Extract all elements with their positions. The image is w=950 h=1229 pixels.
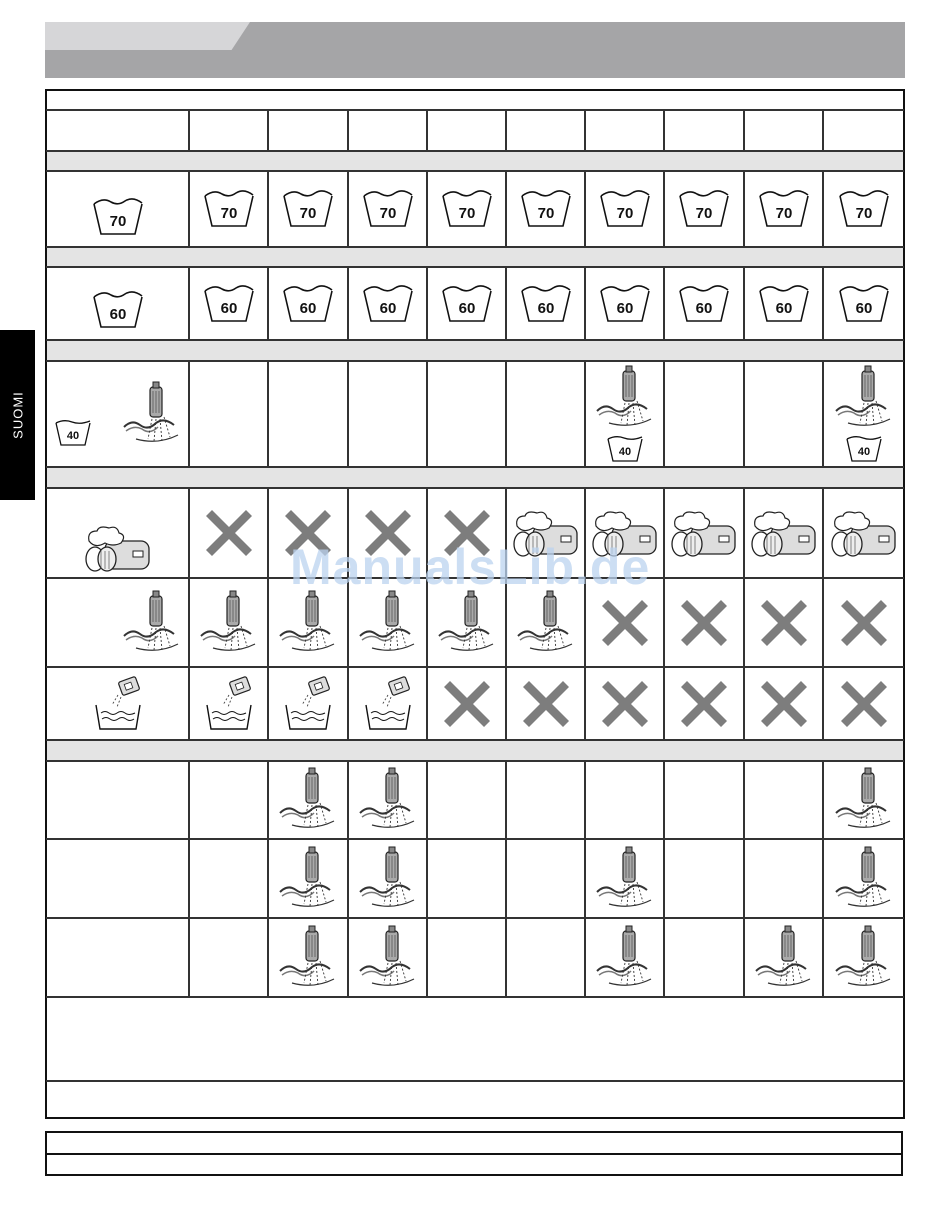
rinse-bottle-icon — [278, 844, 338, 914]
rinse-bottle-icon — [516, 588, 576, 658]
detergent-powder-icon — [360, 675, 416, 733]
wash-70-tub-icon — [824, 172, 904, 246]
rinse-bottle-icon — [834, 923, 894, 993]
tumble-dryer-icon — [48, 489, 188, 577]
rinse-bottle-icon — [349, 762, 426, 838]
rinse-bottle-icon — [358, 844, 418, 914]
cross-icon — [204, 508, 254, 558]
svg-text:40: 40 — [618, 446, 631, 458]
cross-icon — [190, 489, 267, 577]
wash-70-tub-icon — [665, 172, 743, 246]
rinse-bottle-icon — [269, 919, 347, 996]
cross-icon — [442, 679, 492, 729]
cross-icon — [679, 598, 729, 648]
svg-text:60: 60 — [855, 299, 873, 317]
cross-icon — [586, 668, 663, 739]
wash-70-tub-icon — [349, 172, 426, 246]
hand-wash-rinse-icon — [824, 362, 904, 466]
wash-70-tub-icon — [281, 186, 335, 232]
wash-70-tub-icon — [440, 186, 494, 232]
hand-wash-rinse-icon — [595, 363, 655, 433]
wash-60-tub-icon — [677, 281, 731, 327]
cross-icon — [600, 598, 650, 648]
cross-icon — [839, 598, 889, 648]
cross-icon — [679, 679, 729, 729]
wash-70-tub-icon — [507, 172, 584, 246]
rinse-bottle-icon — [278, 923, 338, 993]
hand-wash-label-icons-icon — [54, 417, 92, 449]
wash-60-tub-icon — [428, 268, 505, 339]
detergent-powder-icon — [280, 675, 336, 733]
tumble-dryer-icon — [749, 508, 819, 558]
cross-icon — [745, 579, 822, 666]
svg-text:40: 40 — [66, 430, 80, 442]
cross-icon — [600, 679, 650, 729]
rinse-bottle-icon — [824, 762, 904, 838]
rinse-bottle-icon — [349, 840, 426, 917]
svg-text:60: 60 — [379, 299, 396, 317]
wash-60-tub-icon — [757, 281, 811, 327]
cross-icon — [665, 579, 743, 666]
wash-70-tub-icon — [586, 172, 663, 246]
wash-70-tub-icon — [428, 172, 505, 246]
wash-70-tub-icon — [837, 186, 891, 232]
svg-text:70: 70 — [379, 205, 396, 222]
tumble-dryer-icon — [824, 489, 904, 577]
detergent-powder-icon — [201, 675, 257, 733]
svg-text:40: 40 — [857, 446, 871, 458]
rinse-bottle-icon — [834, 844, 894, 914]
cross-icon — [521, 679, 571, 729]
rinse-bottle-icon — [745, 919, 822, 996]
detergent-powder-icon — [90, 675, 146, 733]
rinse-bottle-icon — [824, 919, 904, 996]
rinse-bottle-icon — [48, 579, 188, 666]
wash-70-tub-icon — [190, 172, 267, 246]
footer-box — [45, 1131, 903, 1176]
cross-icon — [759, 598, 809, 648]
rinse-bottle-icon — [358, 588, 418, 658]
wash-60-tub-icon — [349, 268, 426, 339]
cross-icon — [759, 679, 809, 729]
wash-70-tub-icon — [677, 186, 731, 232]
svg-text:60: 60 — [458, 299, 475, 317]
wash-70-tub-icon — [745, 172, 822, 246]
wash-60-tub-icon — [837, 281, 891, 327]
rinse-bottle-icon — [190, 579, 267, 666]
rinse-bottle-icon — [278, 588, 338, 658]
svg-text:60: 60 — [616, 299, 633, 317]
rinse-bottle-icon — [122, 588, 182, 658]
wash-70-tub-icon — [91, 194, 145, 240]
wash-60-tub-icon — [190, 268, 267, 339]
svg-text:60: 60 — [109, 306, 127, 323]
hand-wash-rinse-icon — [834, 363, 894, 433]
svg-text:60: 60 — [299, 299, 317, 317]
wash-60-tub-icon — [361, 281, 415, 327]
svg-text:70: 70 — [458, 205, 475, 222]
wash-60-tub-icon — [269, 268, 347, 339]
tumble-dryer-icon — [829, 508, 899, 558]
language-label: SUOMI — [10, 391, 25, 439]
tumble-dryer-icon — [665, 489, 743, 577]
tumble-dryer-icon — [669, 508, 739, 558]
rinse-bottle-icon — [269, 762, 347, 838]
rinse-bottle-icon — [358, 765, 418, 835]
hand-wash-label-icons — [48, 362, 188, 466]
detergent-powder-icon — [349, 668, 426, 739]
rinse-bottle-icon — [269, 840, 347, 917]
svg-text:70: 70 — [616, 205, 633, 222]
wash-60-tub-icon — [665, 268, 743, 339]
wash-70-tub-icon — [269, 172, 347, 246]
wash-60-tub-icon — [91, 287, 145, 333]
wash-60-tub-icon — [507, 268, 584, 339]
svg-text:60: 60 — [695, 299, 713, 317]
detergent-powder-icon — [48, 668, 188, 739]
svg-text:60: 60 — [775, 299, 792, 317]
detergent-powder-icon — [269, 668, 347, 739]
rinse-bottle-icon — [586, 840, 663, 917]
svg-text:70: 70 — [299, 205, 317, 222]
svg-text:70: 70 — [695, 205, 713, 222]
wash-60-tub-icon — [598, 281, 652, 327]
rinse-bottle-icon — [595, 844, 655, 914]
cross-icon — [839, 679, 889, 729]
hand-wash-rinse-icon — [586, 362, 663, 466]
rinse-bottle-icon — [437, 588, 497, 658]
wash-60-tub-icon — [281, 281, 335, 327]
wash-60-tub-icon — [440, 281, 494, 327]
wash-60-tub-icon — [48, 268, 188, 339]
tumble-dryer-icon — [83, 523, 153, 573]
cross-icon — [824, 579, 904, 666]
rinse-bottle-icon — [754, 923, 814, 993]
rinse-bottle-icon — [824, 840, 904, 917]
rinse-bottle-icon — [358, 923, 418, 993]
rinse-bottle-icon — [278, 765, 338, 835]
cross-icon — [665, 668, 743, 739]
tumble-dryer-icon — [745, 489, 822, 577]
cross-icon — [824, 668, 904, 739]
rinse-bottle-icon — [199, 588, 259, 658]
wash-70-tub-icon — [519, 186, 573, 232]
svg-text:70: 70 — [220, 205, 237, 222]
cross-icon — [428, 668, 505, 739]
rinse-bottle-icon — [586, 919, 663, 996]
rinse-bottle-icon — [834, 765, 894, 835]
rinse-bottle-icon — [595, 923, 655, 993]
rinse-bottle-icon — [349, 919, 426, 996]
wash-70-tub-icon — [48, 172, 188, 246]
wash-60-tub-icon — [202, 281, 256, 327]
watermark: ManualsLib.de — [290, 539, 651, 595]
svg-text:70: 70 — [537, 205, 554, 222]
wash-70-tub-icon — [361, 186, 415, 232]
wash-60-tub-icon — [824, 268, 904, 339]
svg-text:60: 60 — [537, 299, 554, 317]
svg-text:70: 70 — [775, 205, 792, 222]
wash-70-tub-icon — [202, 186, 256, 232]
wash-60-tub-icon — [586, 268, 663, 339]
svg-text:70: 70 — [109, 213, 127, 230]
wash-70-tub-icon — [757, 186, 811, 232]
wash-60-tub-icon — [745, 268, 822, 339]
svg-text:60: 60 — [220, 299, 237, 317]
wash-60-tub-icon — [519, 281, 573, 327]
svg-text:70: 70 — [855, 205, 873, 222]
detergent-powder-icon — [190, 668, 267, 739]
cross-icon — [507, 668, 584, 739]
wash-70-tub-icon — [598, 186, 652, 232]
cross-icon — [745, 668, 822, 739]
